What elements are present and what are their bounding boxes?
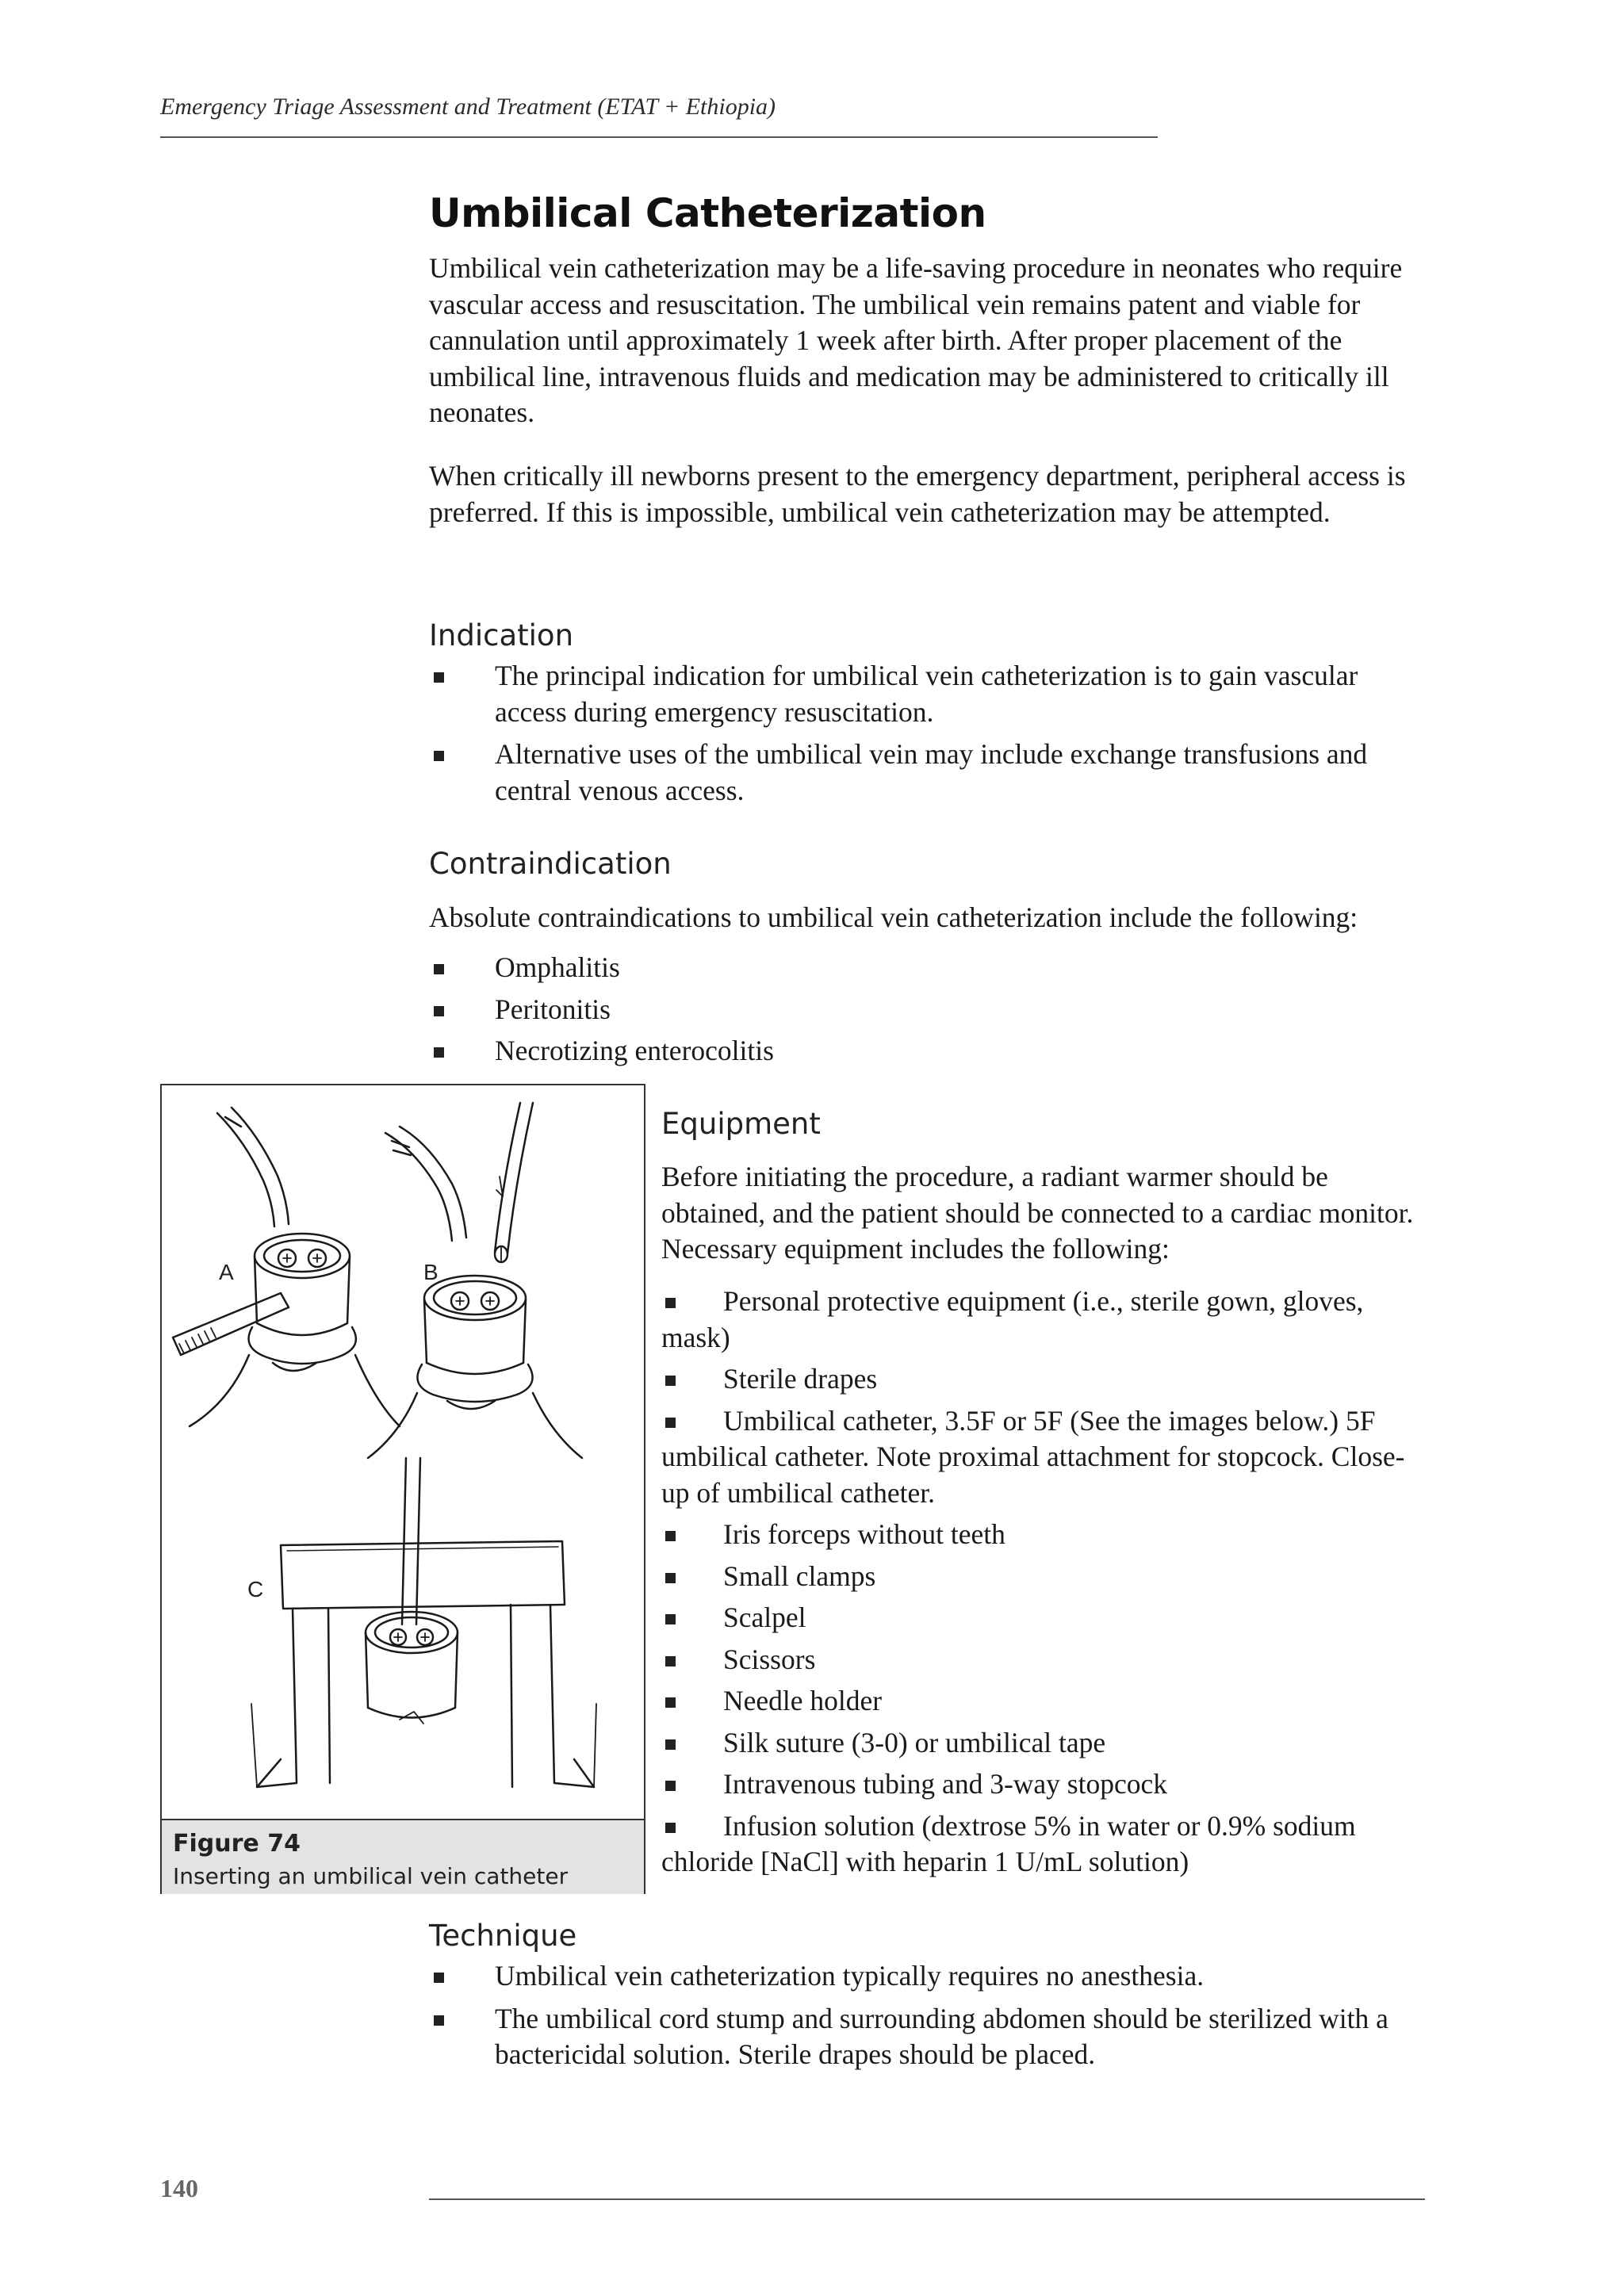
figure-caption — [162, 1819, 644, 1894]
footer-rule — [429, 2198, 1425, 2200]
intro-paragraph-1: Umbilical vein catheterization may be a life-saving procedure in neonates who require vascular access and resuscitation. The umbilical vein remains patent and viable for cannulation until approximately 1 week after birth. After proper placement of the umbilical line, intravenous fluids and medication may be administered to critically ill neonates. — [429, 252, 1403, 428]
panel-label-b: B — [423, 1260, 439, 1284]
intro-paragraph-2: When critically ill newborns present to the emergency department, peripheral access is preferred. If this is impossible, umbilical vein catheterization may be attempted. — [429, 460, 1406, 528]
list-item: Personal protective equipment (i.e., sterile gown, gloves, mask) — [661, 1285, 1364, 1353]
bullet-icon — [665, 1781, 676, 1791]
panel-c-drawing — [251, 1458, 596, 1787]
list-item: Necrotizing enterocolitis — [429, 1033, 1428, 1070]
list-item: Alternative uses of the umbilical vein may include exchange transfusions and central venous access. — [429, 737, 1428, 809]
bullet-icon — [665, 1418, 676, 1428]
list-item: Silk suture (3-0) or umbilical tape — [661, 1725, 1423, 1762]
equipment-intro: Before initiating the procedure, a radiant warmer should be obtained, and the patient should be connected to a cardiac monitor. Necessary equipment includes the following: — [661, 1161, 1414, 1265]
contraindication-heading: Contraindication — [429, 847, 672, 881]
panel-label-c: C — [247, 1577, 264, 1601]
list-item: Sterile drapes — [661, 1361, 1423, 1398]
list-item: Omphalitis — [429, 950, 1428, 986]
bullet-icon — [665, 1656, 676, 1667]
list-item: Needle holder — [661, 1683, 1423, 1720]
panel-b-drawing — [368, 1103, 582, 1458]
header-rule — [160, 136, 1158, 138]
panel-label-a: A — [219, 1260, 234, 1284]
figure-description: Inserting an umbilical vein catheter — [173, 1863, 569, 1889]
list-item: The umbilical cord stump and surrounding abdomen should be sterilized with a bactericidal solution. Sterile drapes should be placed. — [429, 2001, 1428, 2073]
list-item: Peritonitis — [429, 992, 1428, 1028]
equipment-heading: Equipment — [661, 1107, 821, 1141]
list-item: The principal indication for umbilical vein catheterization is to gain vascular access during emergency resuscitation. — [429, 658, 1428, 730]
bullet-icon — [434, 672, 444, 683]
bullet-icon — [665, 1739, 676, 1750]
list-item: Iris forceps without teeth — [661, 1517, 1423, 1553]
list-item: Scalpel — [661, 1600, 1423, 1636]
bullet-icon — [665, 1614, 676, 1624]
bullet-icon — [665, 1298, 676, 1308]
running-header: Emergency Triage Assessment and Treatment (ETAT + Ethiopia) — [160, 94, 776, 120]
indication-heading: Indication — [429, 618, 574, 652]
contraindication-list — [429, 950, 1428, 1070]
equipment-list — [661, 1284, 1423, 1881]
list-item: Intravenous tubing and 3-way stopcock — [661, 1766, 1423, 1803]
bullet-icon — [665, 1573, 676, 1583]
list-item: Umbilical catheter, 3.5F or 5F (See the images below.) 5F umbilical catheter. Note proximal attachment for stopcock. Close-up of umbilical catheter. — [661, 1404, 1405, 1509]
technique-list — [429, 1958, 1428, 2073]
contraindication-intro: Absolute contraindications to umbilical vein catheterization include the following: — [429, 901, 1358, 933]
bullet-icon — [665, 1697, 676, 1708]
umbilical-catheter-illustration — [162, 1085, 644, 1819]
bullet-icon — [665, 1823, 676, 1833]
bullet-icon — [434, 1973, 444, 1983]
bullet-icon — [434, 1047, 444, 1058]
bullet-icon — [665, 1531, 676, 1541]
list-item: Small clamps — [661, 1559, 1423, 1595]
figure-label: Figure 74 — [173, 1830, 301, 1858]
figure-74 — [160, 1084, 645, 1894]
list-item: Umbilical vein catheterization typically requires no anesthesia. — [429, 1958, 1428, 1995]
list-item: Scissors — [661, 1642, 1423, 1678]
bullet-icon — [434, 2015, 444, 2026]
page-title: Umbilical Catheterization — [429, 190, 986, 236]
indication-list — [429, 658, 1428, 809]
page-number: 140 — [160, 2174, 198, 2202]
bullet-icon — [434, 751, 444, 761]
list-item: Infusion solution (dextrose 5% in water or 0.9% sodium chloride [NaCl] with heparin 1 U/mL solution) — [661, 1809, 1356, 1877]
panel-a-drawing — [173, 1108, 400, 1426]
bullet-icon — [434, 1006, 444, 1016]
bullet-icon — [665, 1376, 676, 1386]
bullet-icon — [434, 964, 444, 974]
technique-heading: Technique — [429, 1919, 577, 1953]
